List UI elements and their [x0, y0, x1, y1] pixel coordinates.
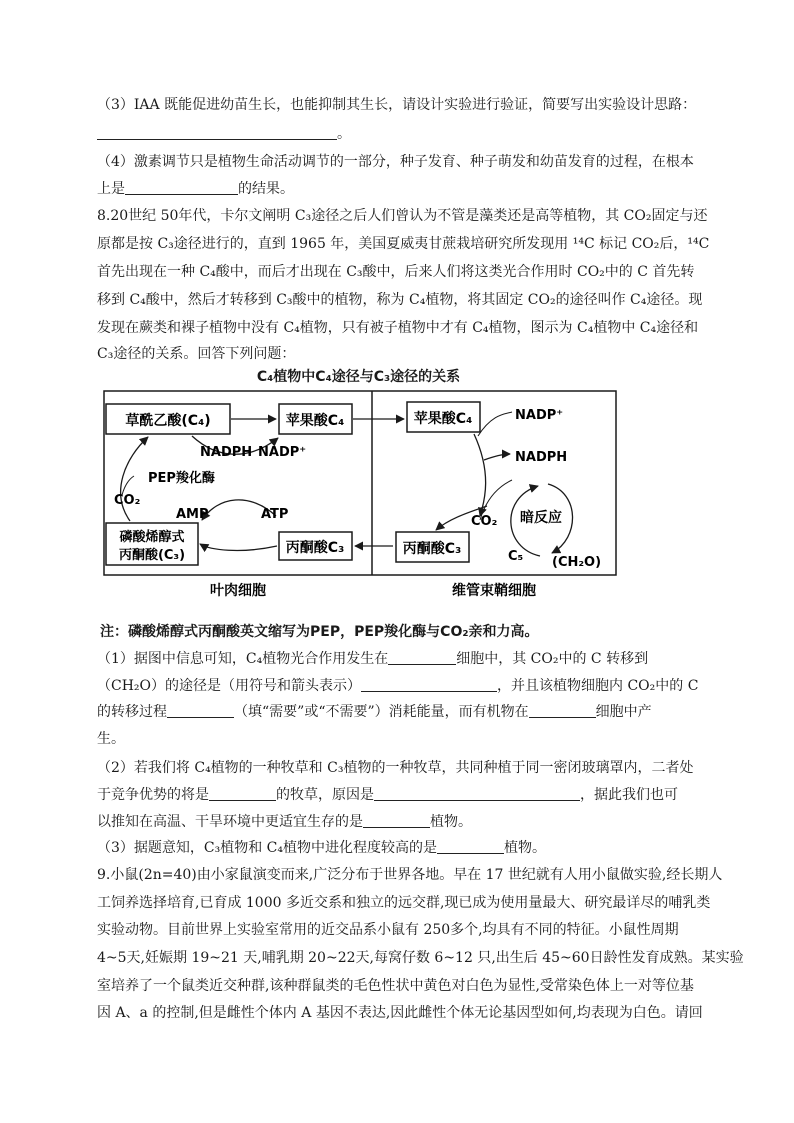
label-nadph-right: NADPH [515, 450, 568, 465]
q8-2-line3 [97, 812, 697, 832]
arrow-malate-to-co2 [474, 434, 486, 516]
label-pep-enzyme: PEP羧化酶 [148, 471, 215, 486]
q8-1-line4: 生。 [97, 731, 125, 747]
arrow-pep-to-oxaloacetate [121, 437, 148, 521]
q9-line-1: 9.小鼠(2n=40)由小家鼠演变而来,广泛分布于世界各地。早在 17 世纪就有人用小鼠做实验,经长期人 [97, 867, 723, 883]
q8-1-blank-organic[interactable] [529, 703, 596, 718]
label-co2-right: CO₂ [471, 514, 498, 529]
q7-part4-blank[interactable] [125, 180, 238, 195]
c4-c3-pathway-diagram [100, 388, 620, 608]
q7-part4-line2 [97, 179, 697, 199]
q8-intro-line-4: 移到 C₄酸中，然后才转移到 C₃酸中的植物，称为 C₄植物，将其固定 CO₂的途径叫作 C₄途径。现 [97, 292, 703, 308]
q8-1-text-a: （1）据图中信息可知，C₄植物光合作用发生在 [97, 651, 389, 667]
q9-line-4: 4~5天,妊娠期 19~21 天,哺乳期 20~22天,每窝仔数 6~12 只,出生后 45~60日龄性发育成熟。某实验 [97, 950, 744, 966]
q9-line-3: 实验动物。目前世界上实验室常用的近交品系小鼠有 250多个,均具有不同的特征。小鼠性周期 [97, 922, 679, 938]
label-bundle-sheath-cell: 维管束鞘细胞 [452, 583, 536, 599]
label-malate-right: 苹果酸C₄ [413, 411, 473, 427]
label-pyruvate-left: 丙酮酸C₃ [285, 540, 345, 556]
q7-part3-end: 。 [337, 126, 351, 142]
q8-2-text-c: 的牧草，原因是 [276, 787, 374, 803]
q8-3-blank-evolution[interactable] [437, 839, 504, 854]
q8-2-line2 [97, 785, 697, 805]
q8-2-blank-environment[interactable] [363, 813, 430, 828]
label-pyruvate-right: 丙酮酸C₃ [402, 541, 462, 557]
diagram-note: 注：磷酸烯醇式丙酮酸英文缩写为PEP，PEP羧化酶与CO₂亲和力高。 [100, 624, 539, 640]
q8-1-blank-pathway[interactable] [361, 677, 497, 692]
arrow-pyruvate-to-pep [200, 544, 277, 550]
q7-part3-blank[interactable] [97, 125, 337, 140]
q8-1-line1 [97, 649, 697, 669]
q8-1-line2 [97, 676, 697, 696]
label-dark-reaction: 暗反应 [520, 510, 562, 526]
q8-1-text-c: （CH₂O）的途径是（用符号和箭头表示） [97, 678, 362, 694]
q8-2-text-f: 植物。 [430, 814, 472, 830]
q8-1-blank-energy[interactable] [167, 703, 234, 718]
q8-1-text-g: 细胞中产 [595, 704, 652, 720]
arrow-nadph-out [484, 454, 510, 460]
label-ch2o: (CH₂O) [552, 555, 602, 570]
q8-2-blank-reason[interactable] [374, 786, 580, 801]
q8-intro-line-6: C₃途径的关系。回答下列问题： [97, 346, 296, 362]
q9-line-5: 室培养了一个鼠类近交种群,该种群鼠类的毛色性状中黄色对白色为显性,受常染色体上一对等位基 [97, 978, 694, 994]
q8-2-line1: （2）若我们将 C₄植物的一种牧草和 C₃植物的一种牧草，共同种植于同一密闭玻璃罩内，二者处 [97, 760, 694, 776]
q8-3-text-b: 植物。 [504, 840, 547, 856]
q8-1-text-f: （填“需要”或“不需要”）消耗能量，而有机物在 [234, 704, 529, 720]
diagram-title: C₄植物中C₄途径与C₃途径的关系 [256, 369, 461, 385]
q8-1-text-e: 的转移过程 [97, 704, 167, 720]
label-c5: C₅ [508, 549, 524, 564]
label-nadph-left: NADPH [200, 445, 253, 460]
q8-intro-line-3: 首先出现在一种 C₄酸中，而后才出现在 C₃酸中，后来人们将这类光合作用时 CO₂中的 C 首先转 [97, 264, 695, 280]
q8-intro-line-5: 发现在蕨类和裸子植物中没有 C₄植物，只有被子植物中才有 C₄植物，图示为 C₄植物中 C₄途径和 [97, 320, 699, 336]
label-nadp-right: NADP⁺ [515, 408, 564, 423]
q8-1-text-b: 细胞中，其 CO₂中的 C 转移到 [456, 651, 649, 667]
q8-3-line [97, 838, 697, 858]
label-oxaloacetate: 草酰乙酸(C₄) [125, 413, 211, 429]
q8-1-text-d: ，并且该植物细胞内 CO₂中的 C [497, 678, 699, 694]
q8-1-blank-cell[interactable] [388, 650, 456, 665]
q8-2-text-b: 于竞争优势的将是 [97, 787, 209, 803]
q7-part4-line1: （4）激素调节只是植物生命活动调节的一部分，种子发育、种子萌发和幼苗发育的过程，在根本 [97, 154, 694, 170]
q8-2-text-e: 以推知在高温、干旱环境中更适宜生存的是 [97, 814, 363, 830]
label-nadp-left: NADP⁺ [258, 445, 307, 460]
label-pep-line2: 丙酮酸(C₃) [118, 548, 186, 563]
label-amp: AMP [176, 507, 209, 522]
q7-part4-prefix: 上是 [97, 181, 125, 197]
label-malate-left: 苹果酸C₄ [285, 413, 345, 429]
q9-line-2: 工饲养选择培育,已育成 1000 多近交系和独立的远交群,现已成为使用量最大、研究最详尽的哺乳类 [97, 895, 711, 911]
label-co2-left: CO₂ [114, 493, 141, 508]
label-mesophyll-cell: 叶肉细胞 [210, 583, 266, 599]
q8-3-text-a: （3）据题意知，C₃植物和 C₄植物中进化程度较高的是 [97, 840, 438, 856]
q8-intro-line-2: 原都是按 C₃途径进行的，直到 1965 年，美国夏威夷甘蔗栽培研究所发现用 ¹⁴C 标记 CO₂后，¹⁴C [97, 236, 710, 252]
q9-line-6: 因 A、a 的控制,但是雌性个体内 A 基因不表达,因此雌性个体无论基因型如何,均表现为白色。请回 [97, 1005, 703, 1021]
label-atp: ATP [261, 507, 289, 522]
q8-intro-line-1: 8.20世纪 50年代，卡尔文阐明 C₃途径之后人们曾认为不管是藻类还是高等植物，其 CO₂固定与还 [97, 208, 708, 224]
q7-part3-text: （3）IAA 既能促进幼苗生长，也能抑制其生长，请设计实验进行验证，简要写出实验设计思路： [97, 97, 697, 113]
q7-part4-suffix: 的结果。 [238, 181, 294, 197]
label-pep-line1: 磷酸烯醇式 [119, 530, 185, 545]
q7-part3-answer-line [97, 124, 697, 144]
q8-2-blank-plant[interactable] [209, 786, 276, 801]
q8-1-line3 [97, 702, 697, 722]
q8-2-text-d: ，据此我们也可 [580, 787, 678, 803]
nadp-entry-right [478, 412, 512, 436]
